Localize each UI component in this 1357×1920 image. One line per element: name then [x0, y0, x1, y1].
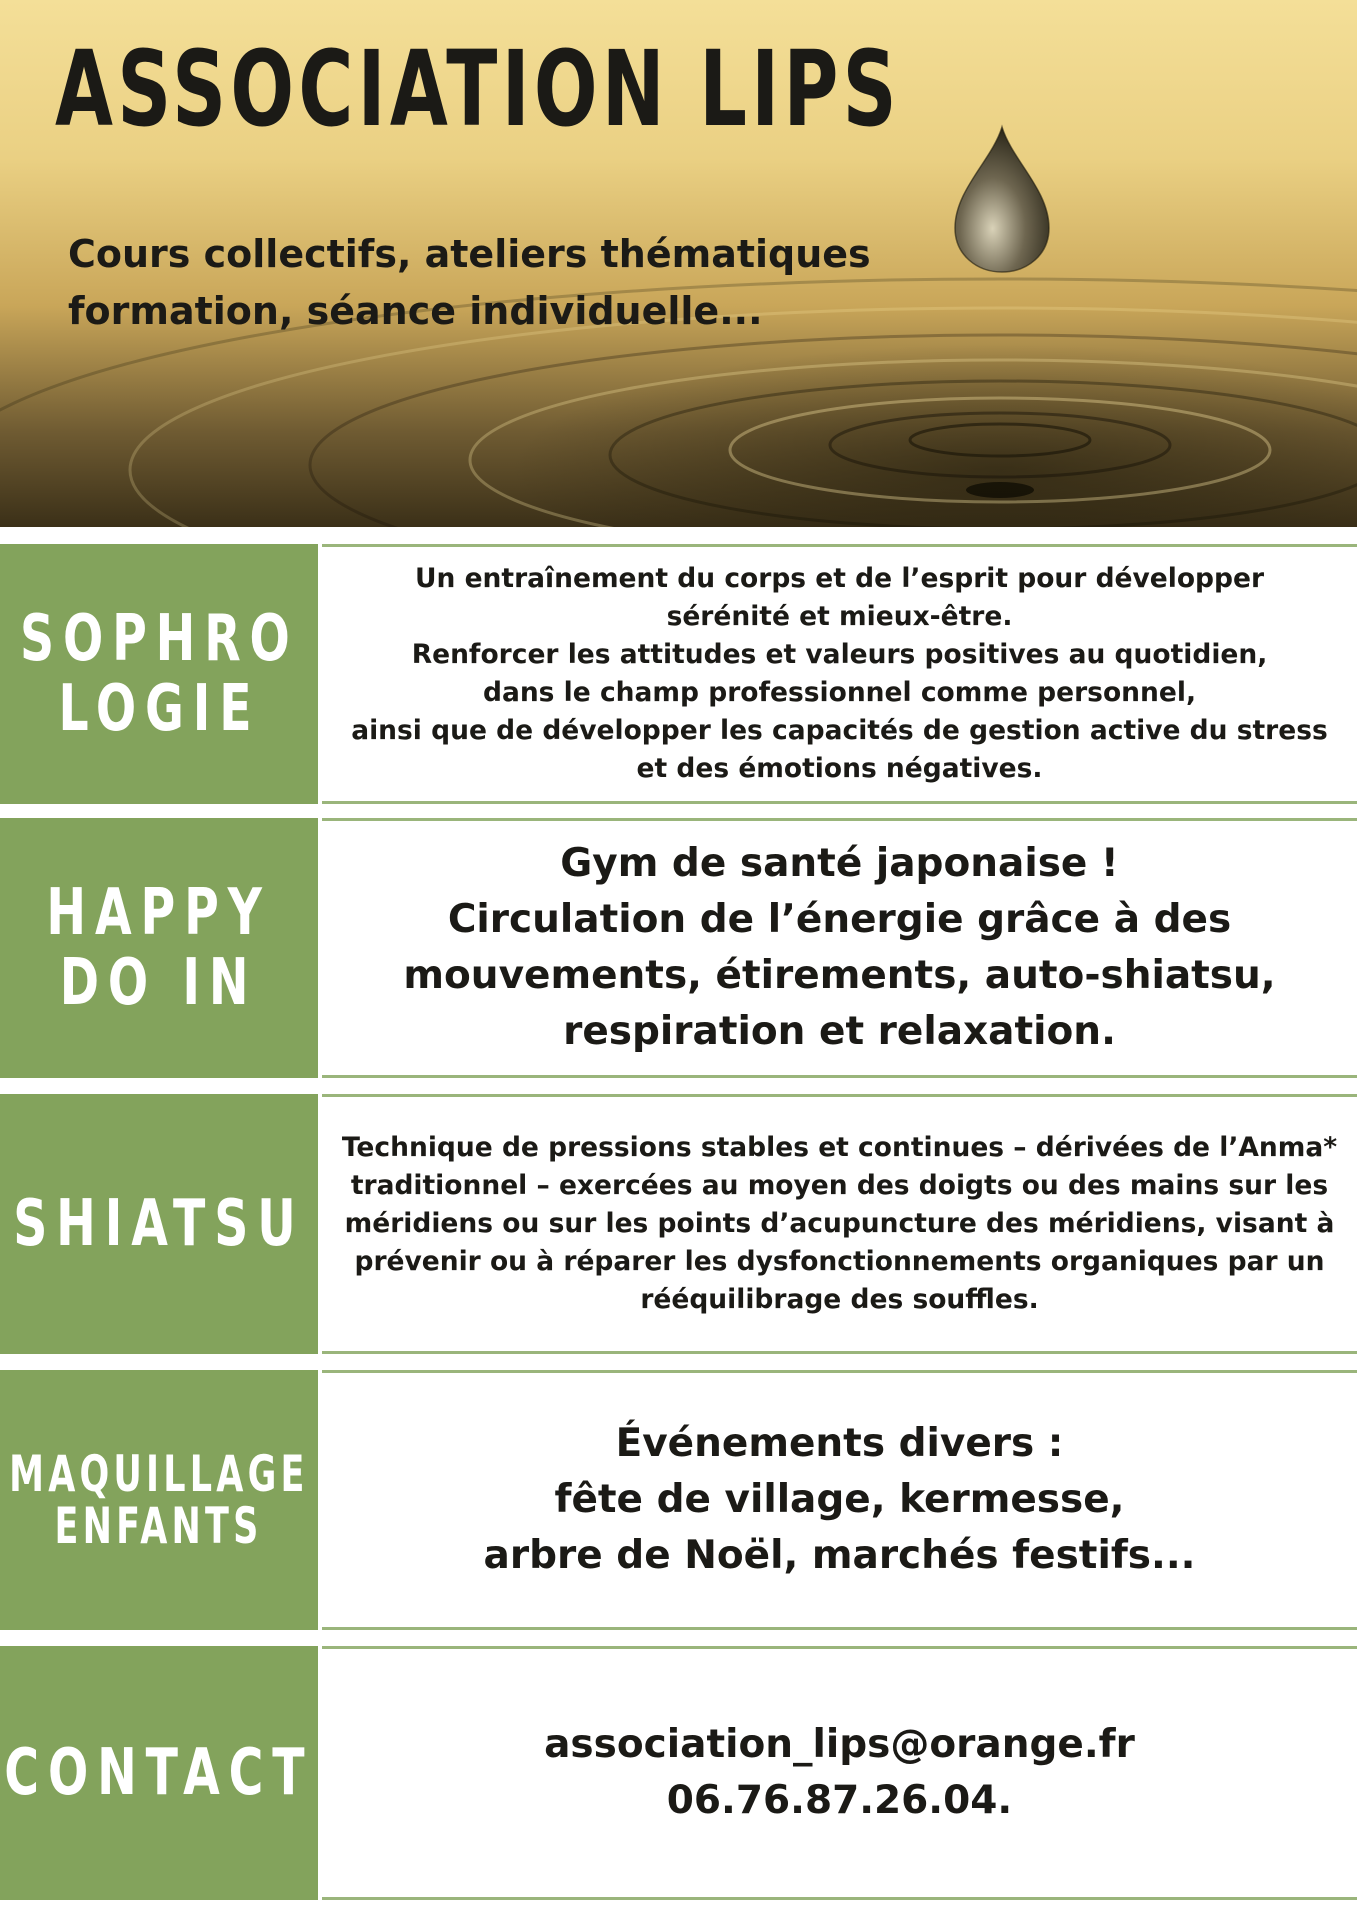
header-banner — [0, 0, 1357, 527]
description-line: ainsi que de développer les capacités de gestion active du stress — [351, 715, 1328, 746]
section-maquillage-enfants — [0, 1370, 1357, 1630]
section-label-line: DO IN — [60, 946, 258, 1020]
contact-phone[interactable]: 06.76.87.26.04. — [666, 1778, 1013, 1823]
water-drop-icon — [955, 127, 1049, 272]
description-line: rééquilibrage des souffles. — [640, 1284, 1039, 1315]
contact-details — [322, 1646, 1357, 1900]
description-line: Un entraînement du corps et de l’esprit pour développer — [414, 563, 1265, 594]
section-sophrologie — [0, 544, 1357, 804]
contact-email[interactable]: association_lips@orange.fr — [544, 1722, 1135, 1767]
description-line: respiration et relaxation. — [563, 1009, 1116, 1054]
section-label-line: SOPHRO — [19, 602, 299, 676]
section-label-line: SHIATSU — [13, 1187, 305, 1261]
section-label-line: MAQUILLAGE — [9, 1445, 309, 1503]
description-line: méridiens ou sur les points d’acupuncture des méridiens, visant à — [344, 1208, 1335, 1239]
description-line: Renforcer les attitudes et valeurs positives au quotidien, — [411, 639, 1268, 670]
section-label — [0, 1370, 318, 1630]
subtitle-line: Cours collectifs, ateliers thématiques — [68, 232, 871, 276]
page-title: ASSOCIATION LIPS — [55, 28, 901, 150]
section-label-line: CONTACT — [4, 1736, 314, 1810]
description-line: Circulation de l’énergie grâce à des — [447, 897, 1232, 942]
description-line: dans le champ professionnel comme personnel, — [482, 677, 1197, 708]
description-line: mouvements, étirements, auto-shiatsu, — [403, 953, 1276, 998]
section-contact — [0, 1646, 1357, 1900]
section-happy-do-in — [0, 818, 1357, 1078]
section-description — [322, 1094, 1357, 1354]
section-description — [322, 1370, 1357, 1630]
description-line: Gym de santé japonaise ! — [560, 841, 1119, 886]
description-line: traditionnel – exercées au moyen des doigts ou des mains sur les — [350, 1170, 1329, 1201]
subtitle-line: formation, séance individuelle... — [68, 289, 763, 333]
section-label — [0, 544, 318, 804]
section-description — [322, 818, 1357, 1078]
description-line: arbre de Noël, marchés festifs... — [483, 1533, 1196, 1578]
description-line: fête de village, kermesse, — [554, 1477, 1125, 1522]
section-description — [322, 544, 1357, 804]
section-label — [0, 818, 318, 1078]
description-line: et des émotions négatives. — [636, 753, 1043, 784]
section-shiatsu — [0, 1094, 1357, 1354]
subtitle — [68, 226, 871, 340]
description-line: Technique de pressions stables et continues – dérivées de l’Anma* — [341, 1132, 1338, 1163]
description-line: prévenir ou à réparer les dysfonctionnements organiques par un — [354, 1246, 1325, 1277]
section-label-line: HAPPY — [46, 876, 272, 950]
description-line: sérénité et mieux-être. — [666, 601, 1013, 632]
section-label-line: ENFANTS — [55, 1497, 263, 1555]
section-label-line: LOGIE — [58, 672, 260, 746]
description-line: Événements divers : — [615, 1421, 1064, 1466]
section-label — [0, 1646, 318, 1900]
section-label — [0, 1094, 318, 1354]
